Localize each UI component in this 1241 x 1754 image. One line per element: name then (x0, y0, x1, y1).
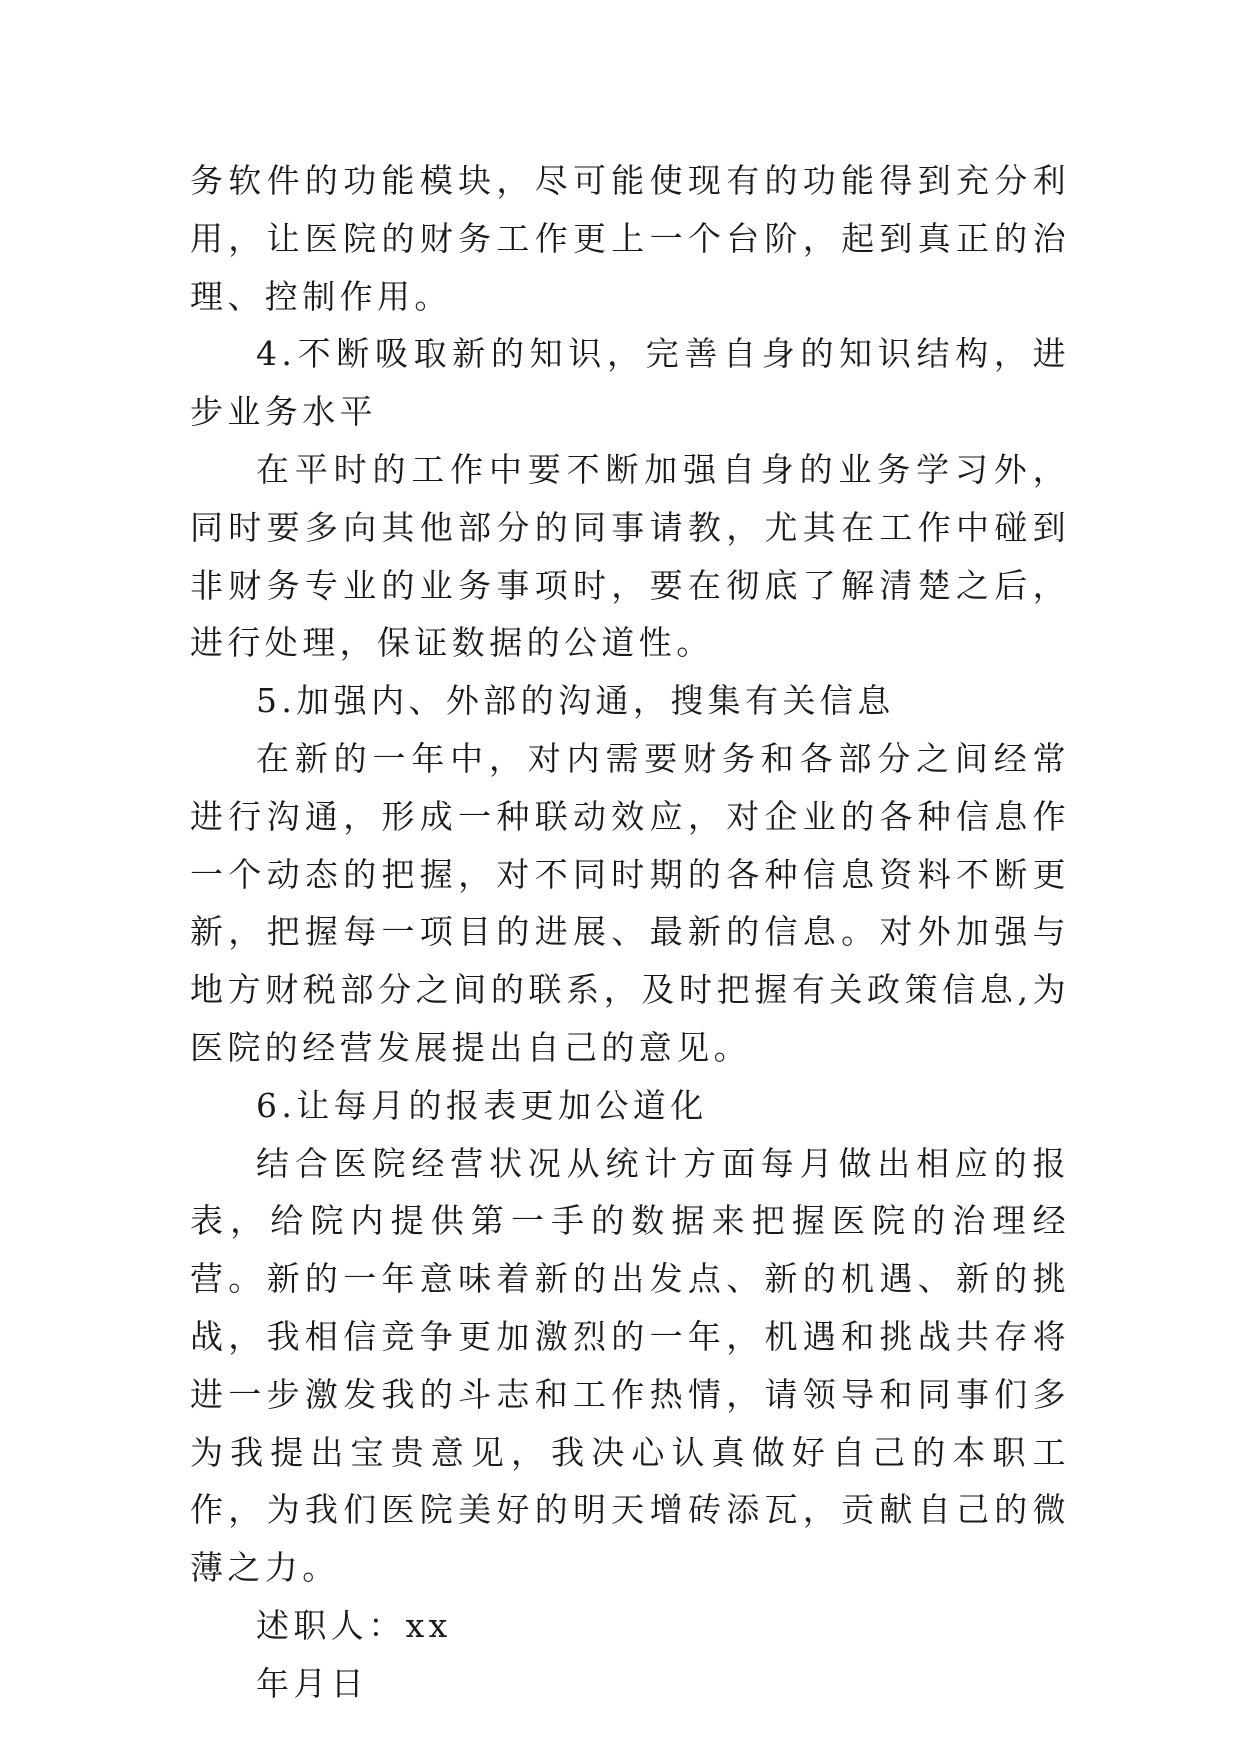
paragraph-reports: 结合医院经营状况从统计方面每月做出相应的报表，给院内提供第一手的数据来把握医院的治理经营。新的一年意味着新的出发点、新的机遇、新的挑战，我相信竞争更加激烈的一年，机遇和挑战共存将进一步激发我的斗志和工作热情，请领导和同事们多为我提出宝贵意见，我决心认真做好自己的本职工作，为我们医院美好的明天增砖添瓦，贡献自己的微薄之力。 (190, 1143, 1070, 1588)
date-line: 年月日 (256, 1663, 369, 1703)
heading-item-6: 6.让每月的报表更加公道化 (256, 1085, 708, 1125)
document-body (190, 152, 1070, 1713)
heading-item-5: 5.加强内、外部的沟通，搜集有关信息 (256, 681, 895, 721)
signature-line: 述职人：xx (256, 1605, 452, 1645)
paragraph-communication: 在新的一年中，对内需要财务和各部分之间经常进行沟通，形成一种联动效应，对企业的各种信息作一个动态的把握，对不同时期的各种信息资料不断更新，把握每一项目的进展、最新的信息。对外加强与地方财税部分之间的联系，及时把握有关政策信息,为医院的经营发展提出自己的意见。 (190, 738, 1070, 1067)
paragraph-learning: 在平时的工作中要不断加强自身的业务学习外，同时要多向其他部分的同事请教，尤其在工作中碰到非财务专业的业务事项时，要在彻底了解清楚之后，进行处理，保证数据的公道性。 (190, 449, 1070, 663)
heading-item-4: 4.不断吸取新的知识，完善自身的知识结构，进步业务水平 (190, 334, 1070, 432)
paragraph-software-modules: 务软件的功能模块，尽可能使现有的功能得到充分利用，让医院的财务工作更上一个台阶，起到真正的治理、控制作用。 (190, 161, 1070, 316)
